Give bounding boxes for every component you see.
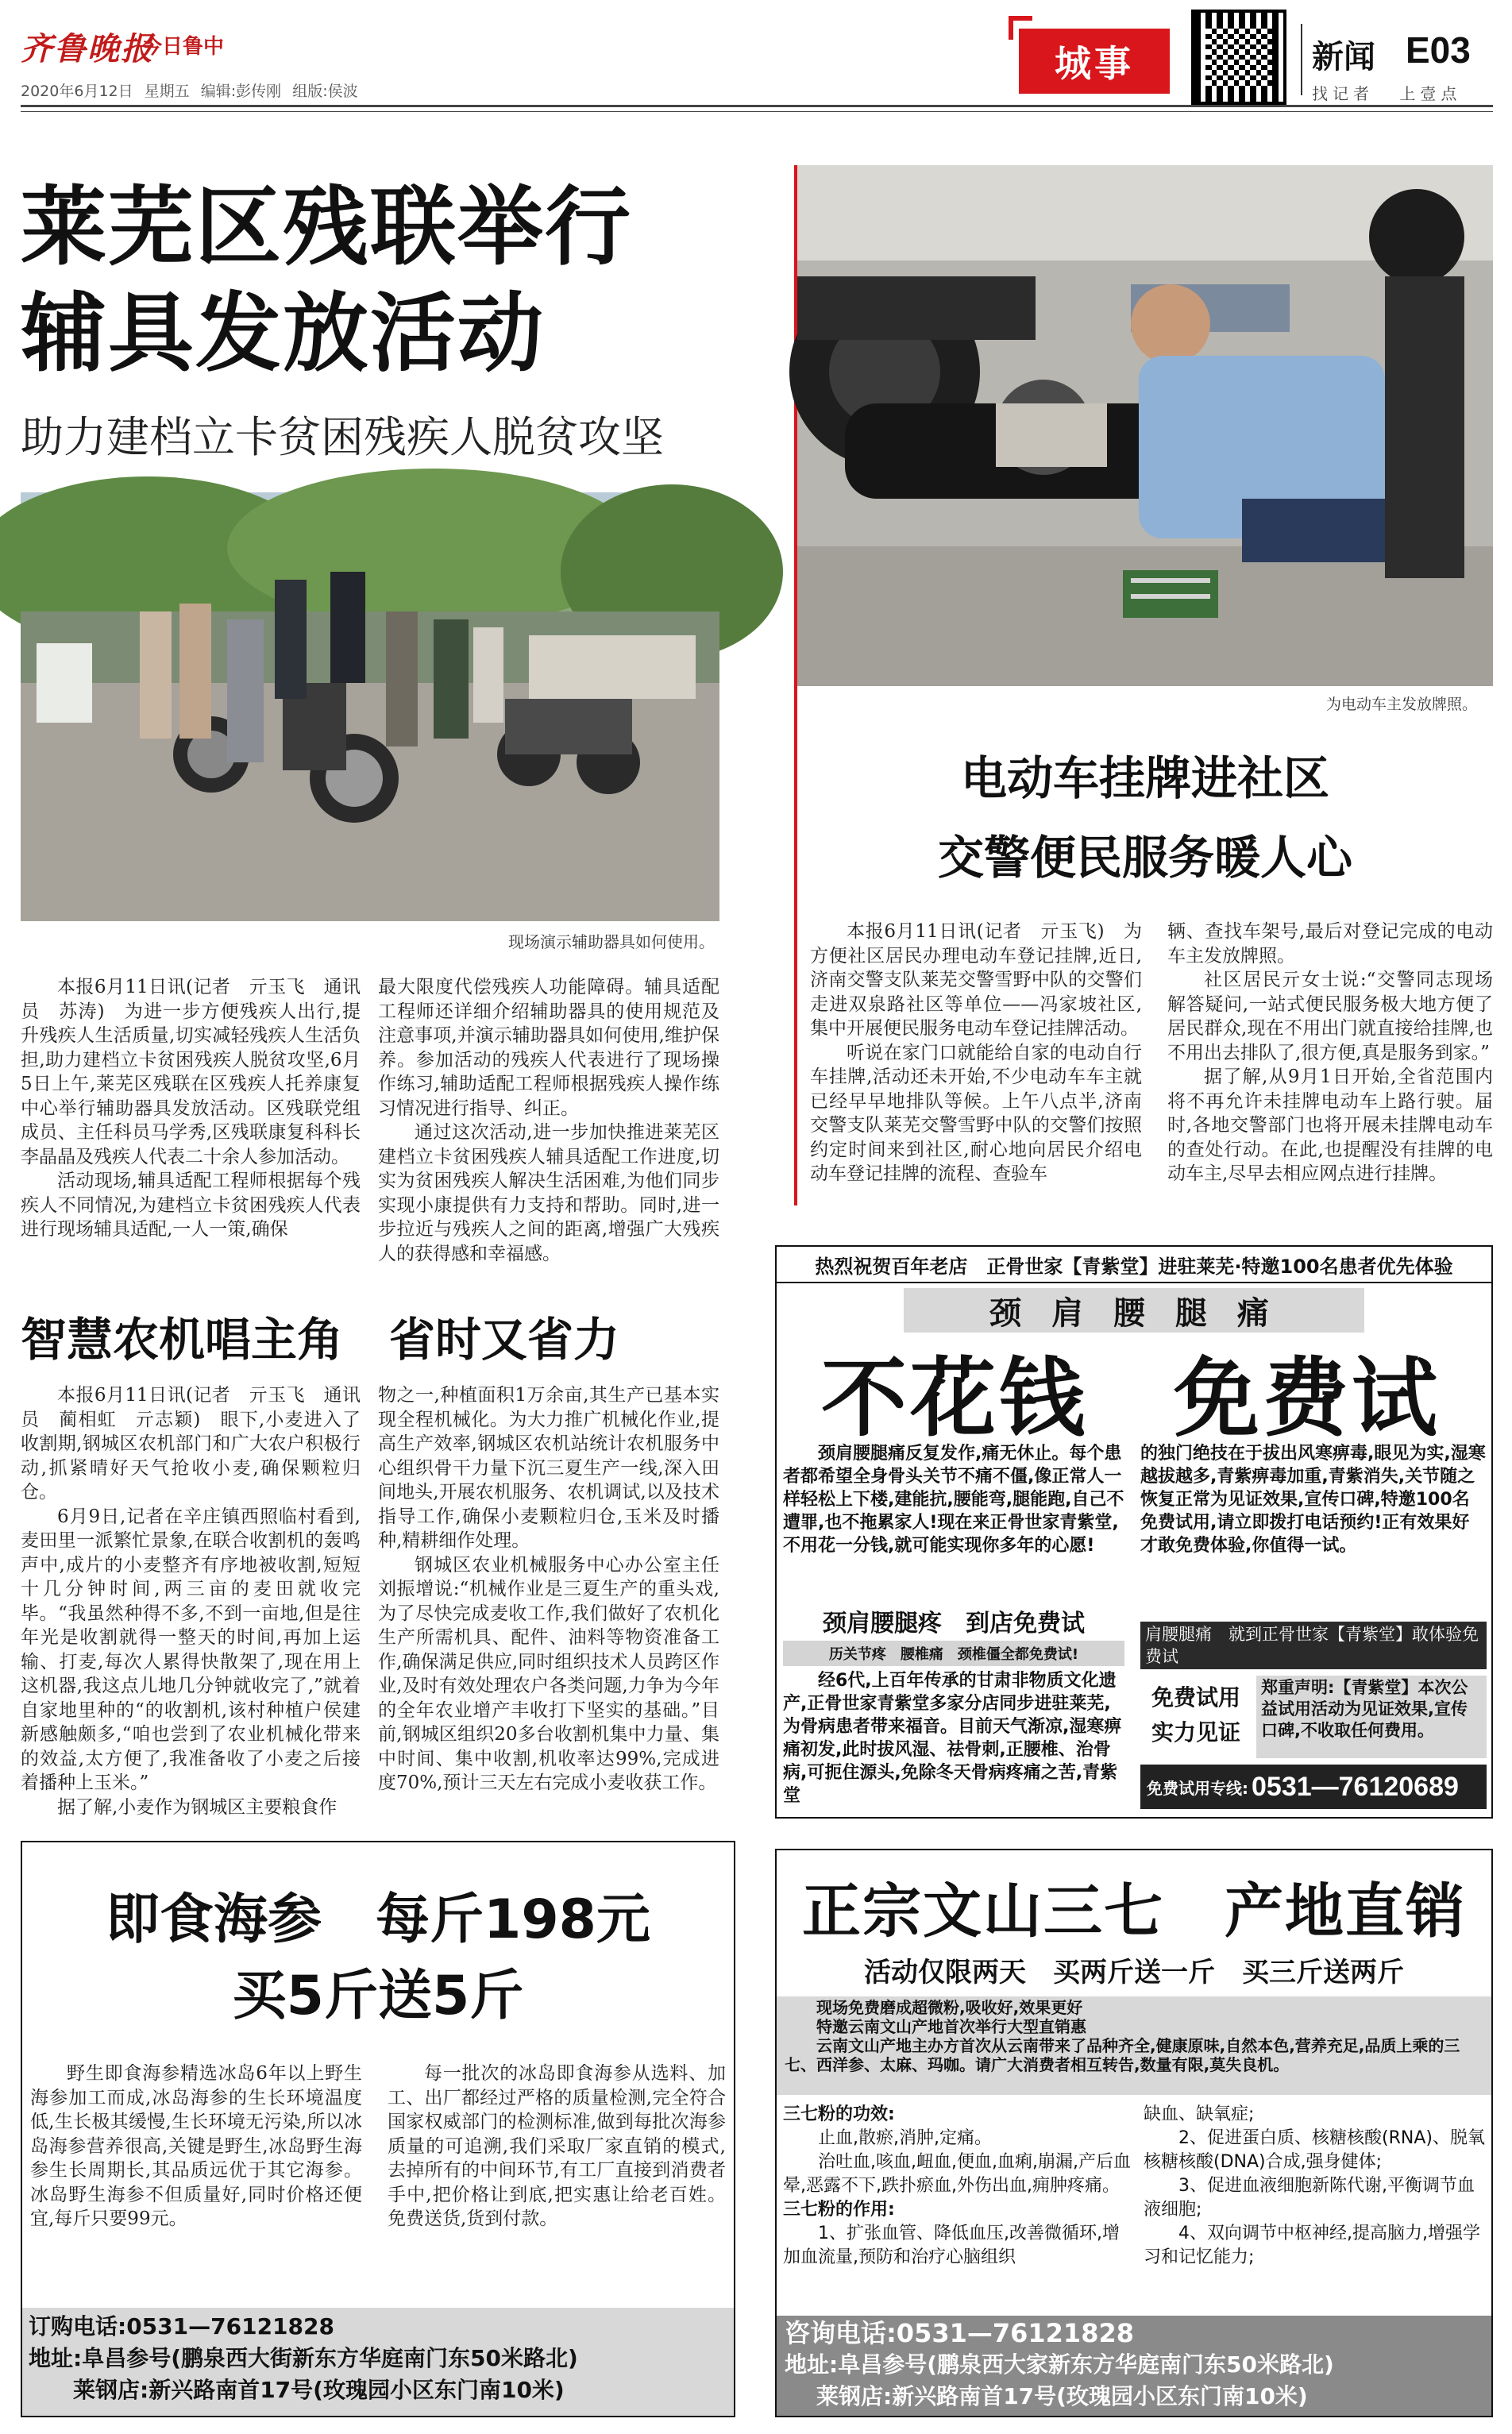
- ad-sanqi-branch: 莱钢店:新兴路南首17号(玫瑰园小区东门南10米): [816, 2383, 1308, 2409]
- article3-paragraph: 物之一,种植面积1万余亩,其生产已基本实现全程机械化。为大力推广机械化作业,提高生产效率,钢城区农机站统计农机服务中心组织骨干力量下沉三夏生产一线,深入田间地头,开展农机服务、农机调试,以及技术指导工作,确保小麦颗粒归仓,玉米及时播种,精耕细作处理。: [378, 1385, 719, 1551]
- article3-paragraph: 钢城区农业机械服务中心办公室主任刘振增说:“机械作业是三夏生产的重头戏,为了尽快完成麦收工作,我们做好了农机化生产所需机具、配件、油料等物资准备工作,确保满足供应,同时组织技术人员跨区作业,及时有效处理农户各类问题,力争为今年的全年农业增产丰收打下坚实的基础。”目前,钢城区组织20多台收割机集中力量、集中时间、集中收割,机收率达99%,完成进度70%,预计三天左右完成小麦收获工作。: [378, 1554, 719, 1793]
- ad-sanqi: [775, 1849, 1493, 2417]
- qr-code-icon: [1191, 10, 1286, 105]
- ad-medical-text-left2: 经6代,上百年传承的甘肃非物质文化遗产,正骨世家青紫堂多家分店同步进驻莱芜,为骨病患者带来福音。目前天气渐凉,湿寒痹痛初发,此时拔风湿、祛骨刺,正腰椎、治骨病,可扼住源头,免除冬天骨病疼痛之苦,青紫堂: [783, 1671, 1122, 1806]
- ad-sanqi-contact: [777, 2316, 1491, 2416]
- ad-seacuc-branch: 莱钢店:新兴路南首17号(玫瑰园小区东门南10米): [73, 2377, 565, 2403]
- ad-sanqi-title: 正宗文山三七 产地直销: [802, 1877, 1466, 1946]
- article1-paragraph: 活动现场,辅具适配工程师根据每个残疾人不同情况,为建档立卡贫困残疾人代表进行现场辅具适配,一人一策,确保: [21, 1171, 361, 1240]
- ad-seacuc-title: 即食海参 每斤198元 买5斤送5斤: [106, 1888, 650, 2027]
- article2-paragraph: 辆、查找车架号,最后对登记完成的电动车主发放牌照。: [1167, 921, 1493, 966]
- ad-medical-dark-strip: 肩腰腿痛 就到正骨世家【青紫堂】敢体验免费试: [1140, 1622, 1487, 1669]
- issue-weekday: 星期五: [144, 83, 190, 100]
- ad-seacuc-column-2: 每一批次的冰岛即食海参从选料、加工、出厂都经过严格的质量检测,完全符合国家权威部门的检测标准,做到每批次海参质量的可追溯,我们采取厂家直销的模式,去掉所有的中间环节,有工厂直接到消费者手中,把价格让到底,把实惠让给老百姓。免费送货,货到付款。: [388, 2063, 726, 2229]
- nav-divider: [1301, 24, 1302, 95]
- ad-seacuc-address: 地址:阜昌参号(鹏泉西大街新东方华庭南门东50米路北): [29, 2345, 578, 2371]
- article2-title: 电动车挂牌进社区 交警便民服务暖人心: [937, 751, 1352, 885]
- article3-column-2: [378, 1383, 719, 1825]
- ad-medical-subtitle: 颈 肩 腰 腿 痛: [904, 1288, 1364, 1333]
- article2-paragraph: 社区居民亓女士说:“交警同志现场解答疑问,一站式便民服务极大地方便了居民群众,现在不用出门就直接给挂牌,也不用出去排队了,很方便,真是服务到家。”: [1167, 970, 1493, 1063]
- masthead-logo: 齐鲁晚报: [21, 30, 154, 68]
- ad-sanqi-left-text: 三七粉的功效: 止血,散瘀,消肿,定痛。 治吐血,咳血,衄血,便血,血痢,崩漏,产后血晕,恶露不下,跌扑瘀血,外伤出血,痈肿疼痛。 三七粉的作用: 1、扩张血管、降低血压,改善微循环,增加血流量,预防和治疗心脑组织: [783, 2104, 1131, 2267]
- article1-title: 莱芜区残联举行 辅具发放活动: [21, 178, 633, 384]
- article2-paragraph: 听说在家门口就能给自家的电动自行车挂牌,活动还未开始,不少电动车车主就已经早早地排队等候。上午八点半,济南交警支队莱芜交警雪野中队的交警们按照约定时间来到社区,耐心地向居民介绍电动车登记挂牌的流程、查验车: [810, 1042, 1142, 1184]
- ad-medical-banner: 热烈祝贺百年老店 正骨世家【青紫堂】进驻莱芜·特邀100名患者优先体验: [777, 1247, 1491, 1283]
- article3-paragraph: 据了解,小麦作为钢城区主要粮食作: [57, 1796, 338, 1818]
- ad-seacuc-column-1: 野生即食海参精选冰岛6年以上野生海参加工而成,冰岛海参的生长环境温度低,生长极其缓慢,生长环境无污染,所以冰岛海参营养很高,关键是野生,冰岛野生海参生长周期长,其品质远优于其它海参。冰岛野生海参不但质量好,同时价格还便宜,每斤只要99元。: [30, 2063, 362, 2229]
- ad-medical-headline-left: 不花钱: [821, 1349, 1089, 1448]
- masthead-subtitle: 今日鲁中: [141, 35, 225, 59]
- layout-credit: 组版:侯波: [292, 83, 358, 100]
- ad-sanqi-right-text: 缺血、缺氧症; 2、促进蛋白质、核糖核酸(RNA)、脱氧核糖核酸(DNA)合成,强身健体; 3、促进血液细胞新陈代谢,平衡调节血液细胞; 4、双向调节中枢神经,提高脑力,增强学习和记忆能力;: [1144, 2104, 1485, 2267]
- article2-photo-caption: 为电动车主发放牌照。: [1326, 696, 1478, 713]
- section-badge: 城事: [1019, 29, 1170, 94]
- article2-column-2: [1167, 920, 1493, 1205]
- article2-paragraph: 本报6月11日讯(记者 亓玉飞) 为方便社区居民办理电动车登记挂牌,近日,济南交警支队莱芜交警雪野中队的交警们走进双泉路社区等单位——冯家坡社区,集中开展便民服务电动车登记挂牌活动。: [810, 921, 1142, 1039]
- article1-photo: [21, 492, 719, 921]
- article1-paragraph: 本报6月11日讯(记者 亓玉飞 通讯员 苏涛) 为进一步方便残疾人出行,提升残疾人生活质量,切实减轻残疾人生活负担,助力建档立卡贫困残疾人脱贫攻坚,6月5日上午,莱芜区残联在区残疾人托养康复中心举行辅助器具发放活动。区残联党组成员、主任科员马学秀,区残联康复科科长李晶晶及残疾人代表二十余人参加活动。: [21, 977, 361, 1167]
- slogan: 找记者 上壹点: [1312, 84, 1462, 103]
- article3-column-1: [21, 1383, 361, 1825]
- editor-credit: 编辑:彭传刚: [200, 83, 282, 100]
- article2-photo: [797, 165, 1493, 686]
- ad-sea-cucumber: [21, 1841, 735, 2417]
- article3-paragraph: 本报6月11日讯(记者 亓玉飞 通讯员 蔺相虹 亓志颖) 眼下,小麦进入了收割期,钢城区农机部门和广大农户积极行动,抓紧晴好天气抢收小麦,确保颗粒归仓。: [21, 1385, 361, 1502]
- article1-subtitle: 助力建档立卡贫困残疾人脱贫攻坚: [21, 412, 664, 462]
- ad-medical-free-title: 颈肩腰腿疼 到店免费试: [823, 1610, 1085, 1637]
- ad-sanqi-intro: 现场免费磨成超微粉,吸收好,效果更好 特邀云南文山产地首次举行大型直销惠 云南文山产地主办方首次从云南带来了品种齐全,健康原味,自然本色,营养充足,品质上乘的三七、西洋参、太麻、玛咖。请广大消费者相互转告,数量有限,莫失良机。: [777, 1996, 1491, 2095]
- page-number: E03: [1406, 29, 1471, 71]
- article2-column-1: [810, 920, 1142, 1205]
- masthead-rule: [21, 105, 1493, 107]
- masthead-rule-thin: [21, 111, 1493, 112]
- ad-medical: [775, 1245, 1493, 1819]
- article1-photo-caption: 现场演示辅助器具如何使用。: [508, 932, 715, 951]
- ad-medical-strip: 历关节疼 腰椎痛 颈椎僵全都免费试!: [783, 1641, 1124, 1666]
- ad-sanqi-promo: 活动仅限两天 买两斤送一斤 买三斤送两斤: [864, 1957, 1404, 1988]
- article1-column-2: [378, 975, 719, 1264]
- ad-sanqi-address: 地址:阜昌参号(鹏泉西大家新东方华庭南门东50米路北): [785, 2351, 1334, 2378]
- ad-seacuc-contact: [22, 2308, 734, 2416]
- masthead-date-row: [21, 79, 358, 101]
- ad-medical-text-right: 的独门绝技在于拔出风寒痹毒,眼见为实,湿寒越拔越多,青紫痹毒加重,青紫消失,关节随之恢复正常为见证效果,宣传口碑,特邀100名免费试用,请立即拨打电话预约!正有效果好才敢免费体验,你值得一试。: [1140, 1444, 1486, 1556]
- article2-paragraph: 据了解,从9月1日开始,全省范围内将不再允许未挂牌电动车上路行驶。届时,各地交警部门也将开展未挂牌电动车的查处行动。在此,也提醒没有挂牌的电动车主,尽早去相应网点进行挂牌。: [1167, 1067, 1493, 1184]
- ad-medical-hotline-number: 0531—76120689: [1252, 1771, 1459, 1802]
- channel-label: 新闻: [1312, 39, 1375, 75]
- ad-medical-labels: 免费试用 实力见证: [1151, 1684, 1240, 1745]
- article1-photo-illustration: [21, 492, 719, 921]
- article2-photo-illustration: [797, 165, 1493, 686]
- ad-medical-hotline-label: 免费试用专线:: [1147, 1778, 1248, 1798]
- article1-paragraph: 最大限度代偿残疾人功能障碍。辅具适配工程师还详细介绍辅助器具的使用规范及注意事项,并演示辅助器具如何使用,维护保养。参加活动的残疾人代表进行了现场操作练习,辅助适配工程师根据残疾人操作练习情况进行指导、纠正。: [378, 977, 719, 1119]
- ad-sanqi-phone: 咨询电话:0531—76121828: [785, 2318, 1134, 2348]
- article1-paragraph: 通过这次活动,进一步加快推进莱芜区建档立卡贫困残疾人辅具适配工作进度,切实为贫困残疾人解决生活困难,为他们同步实现小康提供有力支持和帮助。同时,进一步拉近与残疾人之间的距离,增强广大残疾人的获得感和幸福感。: [378, 1122, 719, 1264]
- ad-seacuc-phone: 订购电话:0531—76121828: [29, 2313, 334, 2339]
- article1-column-1: [21, 975, 361, 1240]
- issue-date: 2020年6月12日: [21, 83, 133, 100]
- ad-medical-declaration: 郑重声明:【青紫堂】本次公益试用活动为见证效果,宣传口碑,不收取任何费用。: [1256, 1676, 1487, 1758]
- ad-medical-text-left: 颈肩腰腿痛反复发作,痛无休止。每个患者都希望全身骨头关节不痛不僵,像正常人一样轻松上下楼,建能抗,腰能弯,腿能跑,自己不遭罪,也不拖累家人!现在来正骨世家青紫堂,不用花一分钱,就可能实现你多年的心愿!: [783, 1444, 1124, 1556]
- ad-medical-headline-right: 免费试: [1174, 1349, 1441, 1448]
- ad-medical-hotline-bar: [1140, 1765, 1487, 1809]
- article3-title: 智慧农机唱主角 省时又省力: [21, 1313, 620, 1367]
- article3-paragraph: 6月9日,记者在辛庄镇西照临村看到,麦田里一派繁忙景象,在联合收割机的轰鸣声中,成片的小麦整齐有序地被收割,短短十几分钟时间,两三亩的麦田就收完毕。“我虽然种得不多,不到一亩地,但是往年光是收割就得一整天的时间,再加上运输、打麦,每次人累得快散架了,现在用上这机器,我这点儿地几分钟就收完了,”就着自家地里种的“的收割机,该村种植户侯建新感触颇多,“咱也尝到了农业机械化带来的效益,太方便了,我准备收了小麦之后接着播种上玉米。”: [21, 1506, 361, 1793]
